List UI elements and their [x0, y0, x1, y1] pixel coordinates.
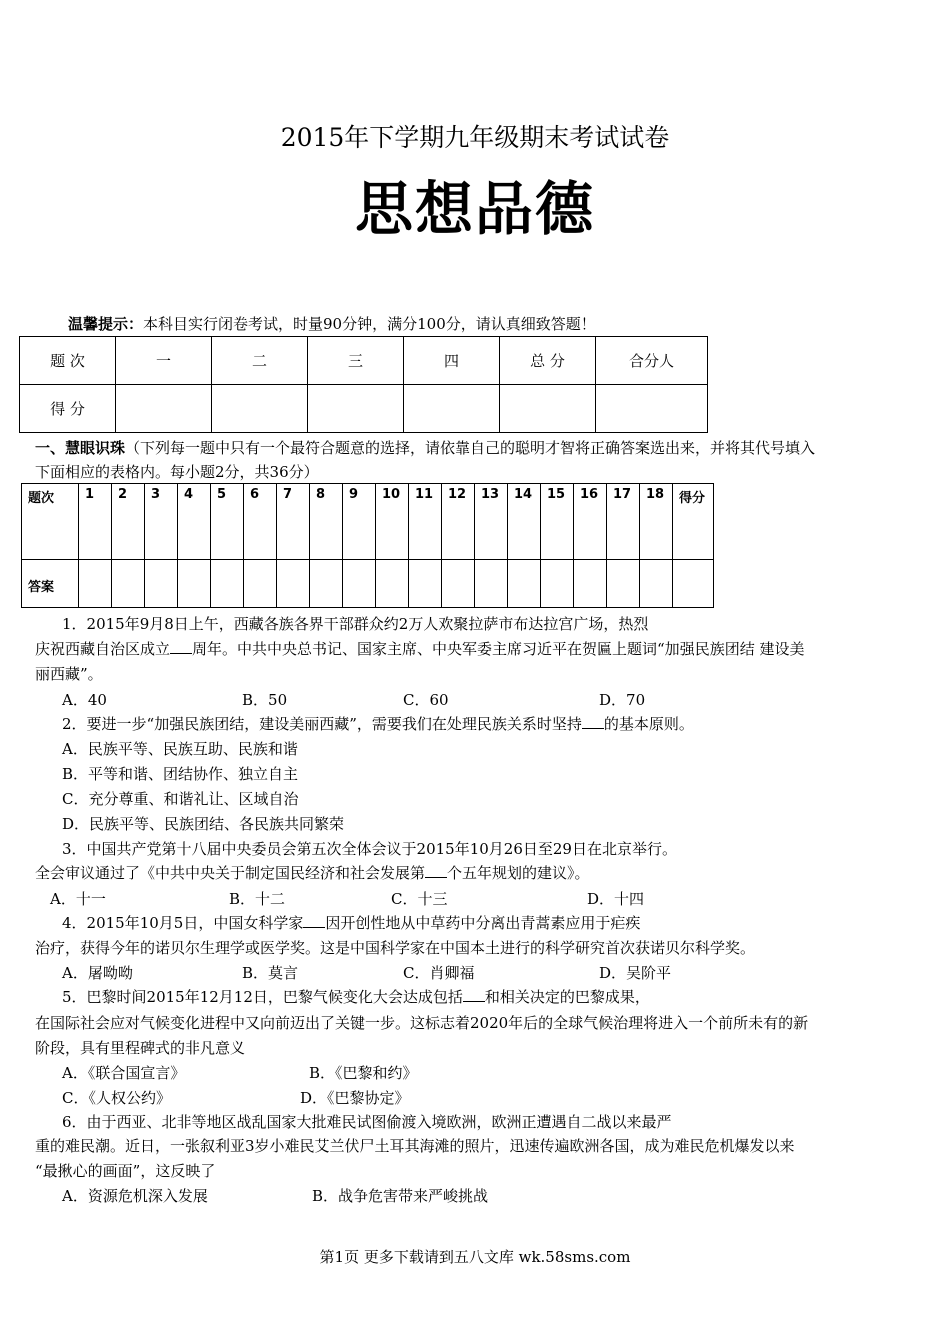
answer-cell[interactable] [442, 560, 475, 608]
q2-line1a: 2．要进一步“加强民族团结，建设美丽西藏”，需要我们在处理民族关系时坚持 [62, 715, 582, 733]
section1-instructions-2: 下面相应的表格内。每小题2分，共36分） [35, 463, 319, 481]
answer-cell[interactable] [343, 560, 376, 608]
answer-cell[interactable] [607, 560, 640, 608]
answer-number-cell: 6 [244, 484, 277, 560]
answer-cell[interactable] [640, 560, 673, 608]
q2-line1b: 的基本原则。 [603, 715, 694, 733]
answer-number-cell: 1 [79, 484, 112, 560]
score-table [19, 336, 708, 433]
q6-line3: “最揪心的画面”，这反映了 [35, 1162, 216, 1180]
q4-line1b: 因开创性地从中草药中分离出青蒿素应用于疟疾 [325, 914, 641, 932]
answer-number-cell: 5 [211, 484, 244, 560]
q4-option-c[interactable]: C．肖卿福 [403, 964, 475, 982]
score-cell[interactable] [596, 385, 708, 433]
answer-number-cell: 15 [541, 484, 574, 560]
score-header: 三 [308, 337, 404, 385]
q3-option-b[interactable]: B．十二 [229, 890, 286, 908]
answer-number-cell: 10 [376, 484, 409, 560]
answer-cell[interactable] [409, 560, 442, 608]
q5-line3: 阶段，具有里程碑式的非凡意义 [35, 1039, 246, 1057]
tip-text: 本科目实行闭卷考试，时量90分钟，满分100分，请认真细致答题！ [143, 315, 596, 333]
q1-line3: 丽西藏”。 [35, 665, 103, 683]
answer-cell[interactable] [145, 560, 178, 608]
answer-number-cell: 9 [343, 484, 376, 560]
score-header: 合分人 [596, 337, 708, 385]
tip [68, 313, 596, 334]
q2-option-b[interactable]: B．平等和谐、团结协作、独立自主 [62, 765, 299, 783]
q6-line2: 重的难民潮。近日，一张叙利亚3岁小难民艾兰伏尸土耳其海滩的照片，迅速传遍欧洲各国，成为难民危机爆发以来 [35, 1137, 795, 1155]
q3-option-a[interactable]: A．十一 [50, 890, 106, 908]
q4-line1a: 4．2015年10月5日，中国女科学家 [62, 914, 304, 932]
q3-line1: 3．中国共产党第十八届中央委员会第五次全体会议于2015年10月26日至29日在北京举行。 [62, 840, 677, 858]
q2-option-d[interactable]: D．民族平等、民族团结、各民族共同繁荣 [62, 815, 345, 833]
q2-blank [582, 714, 604, 729]
answer-row-label: 题次 [22, 484, 79, 560]
q6-option-a[interactable]: A．资源危机深入发展 [62, 1187, 208, 1205]
q6-line1: 6．由于西亚、北非等地区战乱国家大批难民试图偷渡入境欧洲，欧洲正遭遇自二战以来最严 [62, 1113, 672, 1131]
score-cell[interactable] [116, 385, 212, 433]
answer-cell[interactable] [277, 560, 310, 608]
answer-number-cell: 17 [607, 484, 640, 560]
q3-blank [425, 863, 447, 878]
answer-number-cell: 12 [442, 484, 475, 560]
answer-number-cell: 11 [409, 484, 442, 560]
score-header: 四 [404, 337, 500, 385]
page-footer: 第1页 更多下载请到五八文库 wk.58sms.com [319, 1248, 631, 1266]
q3-line2a: 全会审议通过了《中共中央关于制定国民经济和社会发展第 [35, 864, 426, 882]
answer-cell[interactable] [541, 560, 574, 608]
section1-instructions: （下列每一题中只有一个最符合题意的选择，请依靠自己的聪明才智将正确答案选出来，并将其代号填入 [125, 439, 816, 457]
score-header: 二 [212, 337, 308, 385]
answer-cell[interactable] [310, 560, 343, 608]
answer-number-cell: 2 [112, 484, 145, 560]
tip-label: 温馨提示： [68, 315, 144, 333]
answer-cell[interactable] [475, 560, 508, 608]
answer-cell[interactable] [178, 560, 211, 608]
q1-option-c[interactable]: C．60 [403, 691, 449, 709]
exam-title: 2015年下学期九年级期末考试试卷 [280, 123, 670, 152]
score-header: 题 次 [20, 337, 116, 385]
answer-number-cell: 16 [574, 484, 607, 560]
score-header: 一 [116, 337, 212, 385]
answer-cell[interactable] [79, 560, 112, 608]
q1-line1: 1．2015年9月8日上午，西藏各族各界干部群众约2万人欢聚拉萨市布达拉宫广场，热烈 [62, 615, 649, 633]
q2-option-c[interactable]: C．充分尊重、和谐礼让、区域自治 [62, 790, 299, 808]
answer-number-cell: 13 [475, 484, 508, 560]
q3-option-c[interactable]: C．十三 [391, 890, 448, 908]
answer-score-cell[interactable] [673, 560, 714, 608]
score-cell[interactable] [308, 385, 404, 433]
score-header: 总 分 [500, 337, 596, 385]
q2-line1 [62, 713, 694, 734]
answer-number-cell: 8 [310, 484, 343, 560]
q1-line2a: 庆祝西藏自治区成立 [35, 640, 171, 658]
q4-line2: 治疗，获得今年的诺贝尔生理学或医学奖。这是中国科学家在中国本土进行的科学研究首次获诺贝尔科学奖。 [35, 939, 756, 957]
q1-line2 [35, 638, 804, 659]
q5-line2: 在国际社会应对气候变化进程中又向前迈出了关键一步。这标志着2020年后的全球气候治理将进入一个前所未有的新 [35, 1014, 809, 1032]
answer-number-cell: 14 [508, 484, 541, 560]
answer-cell[interactable] [211, 560, 244, 608]
q5-blank [463, 987, 485, 1002]
answer-number-cell: 3 [145, 484, 178, 560]
q5-option-d[interactable]: D．《巴黎协定》 [300, 1089, 410, 1107]
score-cell[interactable] [500, 385, 596, 433]
q5-line1a: 5．巴黎时间2015年12月12日，巴黎气候变化大会达成包括 [62, 988, 463, 1006]
q5-option-a[interactable]: A．《联合国宣言》 [62, 1064, 186, 1082]
q3-line2 [35, 862, 590, 883]
answer-cell[interactable] [574, 560, 607, 608]
q5-option-c[interactable]: C．《人权公约》 [62, 1089, 171, 1107]
answer-number-cell: 4 [178, 484, 211, 560]
q2-option-a[interactable]: A．民族平等、民族互助、民族和谐 [62, 740, 298, 758]
score-cell[interactable] [212, 385, 308, 433]
answer-cell[interactable] [244, 560, 277, 608]
q4-option-b[interactable]: B．莫言 [242, 964, 299, 982]
q1-line2b: 周年。中共中央总书记、国家主席、中央军委主席习近平在贺匾上题词“加强民族团结 建设美 [192, 640, 805, 658]
q4-option-a[interactable]: A．屠呦呦 [62, 964, 133, 982]
answer-row-label: 答案 [22, 560, 79, 608]
q1-option-d[interactable]: D．70 [599, 691, 646, 709]
q5-option-b[interactable]: B．《巴黎和约》 [309, 1064, 418, 1082]
subject-title: 思想品德 [354, 175, 595, 243]
q6-option-b[interactable]: B．战争危害带来严峻挑战 [312, 1187, 489, 1205]
q4-option-d[interactable]: D．吴阶平 [599, 964, 672, 982]
q1-option-a[interactable]: A．40 [62, 691, 107, 709]
q3-line2b: 个五年规划的建议》。 [447, 864, 590, 882]
q4-blank [303, 913, 325, 928]
section1-header [35, 436, 915, 484]
q4-line1 [62, 912, 640, 933]
q5-line1b: 和相关决定的巴黎成果， [484, 988, 650, 1006]
q1-blank [170, 639, 192, 654]
section1-title: 一、慧眼识珠 [35, 439, 126, 457]
answer-table [21, 483, 714, 608]
q3-option-d[interactable]: D．十四 [587, 890, 645, 908]
answer-score-label: 得分 [673, 484, 714, 560]
q1-option-b[interactable]: B．50 [242, 691, 288, 709]
answer-cell[interactable] [508, 560, 541, 608]
answer-cell[interactable] [376, 560, 409, 608]
answer-number-cell: 7 [277, 484, 310, 560]
answer-number-cell: 18 [640, 484, 673, 560]
score-row-label: 得 分 [20, 385, 116, 433]
answer-cell[interactable] [112, 560, 145, 608]
score-cell[interactable] [404, 385, 500, 433]
q5-line1 [62, 986, 650, 1007]
